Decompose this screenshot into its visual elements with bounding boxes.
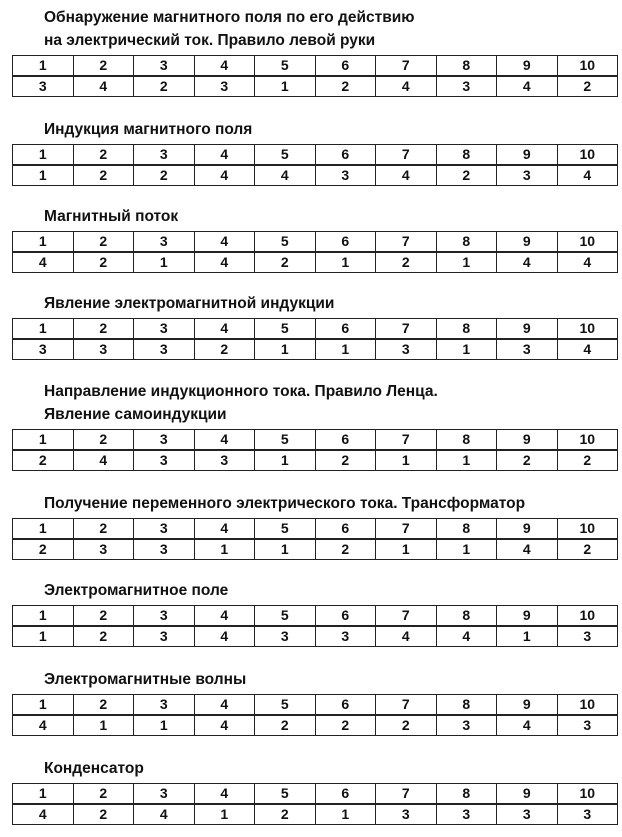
question-number: 1 (13, 232, 74, 253)
section-title: Электромагнитные волны (44, 671, 247, 688)
section-title: Явление электромагнитной индукции (44, 295, 335, 312)
question-number: 2 (73, 606, 134, 627)
question-number: 4 (194, 606, 255, 627)
question-number: 4 (194, 430, 255, 451)
answer-cell: 2 (73, 804, 134, 825)
question-number: 7 (376, 784, 437, 805)
question-number: 5 (255, 145, 316, 166)
question-number: 9 (497, 784, 558, 805)
question-number: 1 (13, 319, 74, 340)
question-number: 8 (436, 145, 497, 166)
answer-cell: 2 (13, 450, 74, 471)
answer-cell: 2 (315, 539, 376, 560)
section-title: Конденсатор (44, 760, 144, 777)
question-number: 3 (134, 606, 195, 627)
answer-cell: 1 (73, 715, 134, 736)
answer-cell: 4 (376, 165, 437, 186)
question-number: 4 (194, 319, 255, 340)
answer-cell: 2 (436, 165, 497, 186)
question-number: 2 (73, 319, 134, 340)
answer-cell: 4 (497, 539, 558, 560)
answer-row (13, 450, 618, 471)
answer-cell: 1 (194, 539, 255, 560)
answer-cell: 4 (436, 626, 497, 647)
question-number: 10 (557, 319, 618, 340)
question-number: 1 (13, 695, 74, 716)
answer-cell: 3 (194, 76, 255, 97)
answer-cell: 2 (315, 450, 376, 471)
question-number: 8 (436, 784, 497, 805)
answer-row (13, 339, 618, 360)
question-number: 6 (315, 519, 376, 540)
question-number: 10 (557, 606, 618, 627)
answer-cell: 3 (497, 804, 558, 825)
section-title: Электромагнитное поле (44, 582, 229, 599)
answer-cell: 3 (557, 804, 618, 825)
question-number: 6 (315, 695, 376, 716)
section-magnetic-flux (12, 205, 618, 273)
answer-cell: 2 (255, 252, 316, 273)
section-title: Магнитный поток (44, 208, 179, 225)
question-number: 7 (376, 319, 437, 340)
question-number: 5 (255, 784, 316, 805)
answer-cell: 1 (315, 252, 376, 273)
section-magnetic-induction (12, 118, 618, 186)
answer-cell: 4 (557, 339, 618, 360)
answer-cell: 1 (255, 76, 316, 97)
answer-cell: 4 (194, 165, 255, 186)
question-number: 1 (13, 784, 74, 805)
answer-row (13, 539, 618, 560)
question-number: 2 (73, 145, 134, 166)
answer-cell: 2 (194, 339, 255, 360)
answer-cell: 2 (134, 76, 195, 97)
question-number: 7 (376, 56, 437, 77)
section-transformer (12, 492, 618, 560)
question-number: 3 (134, 145, 195, 166)
answer-cell: 2 (134, 165, 195, 186)
question-number-row (13, 145, 618, 166)
question-number: 4 (194, 56, 255, 77)
answer-cell: 2 (73, 252, 134, 273)
question-number: 10 (557, 232, 618, 253)
answer-cell: 4 (557, 252, 618, 273)
question-number: 6 (315, 232, 376, 253)
answer-cell: 2 (557, 76, 618, 97)
answer-cell: 3 (436, 715, 497, 736)
question-number: 4 (194, 784, 255, 805)
question-number-row (13, 56, 618, 77)
question-number: 3 (134, 232, 195, 253)
answer-row (13, 804, 618, 825)
section-electromagnetic-induction (12, 292, 618, 360)
question-number: 10 (557, 519, 618, 540)
answer-cell: 1 (13, 165, 74, 186)
answer-cell: 1 (376, 539, 437, 560)
question-number: 9 (497, 519, 558, 540)
question-number-row (13, 232, 618, 253)
section-title-line-2: на электрический ток. Правило левой руки (44, 32, 376, 49)
question-number: 10 (557, 430, 618, 451)
section-title-line-2: Явление самоиндукции (44, 406, 227, 423)
answer-cell: 3 (134, 339, 195, 360)
question-number: 5 (255, 319, 316, 340)
answer-cell: 2 (255, 804, 316, 825)
question-number: 9 (497, 319, 558, 340)
question-number: 2 (73, 430, 134, 451)
answer-cell: 4 (13, 804, 74, 825)
question-number: 1 (13, 519, 74, 540)
question-number-row (13, 606, 618, 627)
answer-cell: 3 (315, 165, 376, 186)
answer-cell: 3 (376, 339, 437, 360)
section-title: Направление индукционного тока. Правило Ленца. (44, 383, 438, 400)
question-number: 5 (255, 519, 316, 540)
answer-cell: 4 (13, 715, 74, 736)
answer-cell: 1 (436, 539, 497, 560)
answer-cell: 3 (255, 626, 316, 647)
answer-cell: 4 (376, 76, 437, 97)
answer-cell: 1 (134, 252, 195, 273)
answer-row (13, 715, 618, 736)
answer-cell: 2 (376, 252, 437, 273)
section-title: Обнаружение магнитного поля по его действию (44, 9, 415, 26)
answer-cell: 1 (255, 539, 316, 560)
question-number: 6 (315, 606, 376, 627)
answer-cell: 1 (13, 626, 74, 647)
answer-cell: 1 (315, 804, 376, 825)
question-number: 5 (255, 56, 316, 77)
question-number: 2 (73, 784, 134, 805)
section-capacitor (12, 757, 618, 825)
question-number: 4 (194, 519, 255, 540)
answer-cell: 1 (436, 252, 497, 273)
answer-cell: 1 (255, 339, 316, 360)
answer-cell: 2 (315, 76, 376, 97)
answer-cell: 3 (315, 626, 376, 647)
question-number: 8 (436, 319, 497, 340)
question-number: 9 (497, 606, 558, 627)
answer-table (12, 55, 618, 97)
question-number-row (13, 319, 618, 340)
section-title: Индукция магнитного поля (44, 121, 253, 138)
question-number: 6 (315, 430, 376, 451)
section-magnetic-field-detection (12, 6, 618, 97)
question-number: 3 (134, 695, 195, 716)
question-number-row (13, 784, 618, 805)
question-number: 3 (134, 319, 195, 340)
question-number: 7 (376, 695, 437, 716)
question-number: 5 (255, 232, 316, 253)
question-number: 9 (497, 56, 558, 77)
question-number: 7 (376, 606, 437, 627)
question-number: 1 (13, 606, 74, 627)
question-number: 8 (436, 519, 497, 540)
answer-cell: 4 (134, 804, 195, 825)
answer-cell: 4 (255, 165, 316, 186)
answer-cell: 3 (557, 626, 618, 647)
answer-cell: 4 (376, 626, 437, 647)
answer-cell: 3 (497, 165, 558, 186)
question-number: 10 (557, 145, 618, 166)
answer-cell: 2 (13, 539, 74, 560)
question-number: 3 (134, 430, 195, 451)
question-number: 6 (315, 56, 376, 77)
answer-row (13, 76, 618, 97)
question-number: 10 (557, 56, 618, 77)
answer-cell: 3 (194, 450, 255, 471)
question-number: 9 (497, 430, 558, 451)
question-number: 10 (557, 695, 618, 716)
question-number: 2 (73, 232, 134, 253)
question-number: 7 (376, 145, 437, 166)
question-number-row (13, 519, 618, 540)
question-number: 8 (436, 606, 497, 627)
question-number: 7 (376, 519, 437, 540)
question-number: 5 (255, 606, 316, 627)
question-number: 9 (497, 695, 558, 716)
question-number: 1 (13, 56, 74, 77)
answer-cell: 2 (497, 450, 558, 471)
answer-cell: 2 (315, 715, 376, 736)
answer-table (12, 429, 618, 471)
answer-cell: 2 (376, 715, 437, 736)
answer-table (12, 605, 618, 647)
question-number: 6 (315, 145, 376, 166)
answer-cell: 2 (557, 539, 618, 560)
answer-cell: 4 (194, 252, 255, 273)
answer-cell: 3 (436, 804, 497, 825)
answer-cell: 4 (73, 76, 134, 97)
answer-cell: 3 (13, 76, 74, 97)
question-number: 8 (436, 56, 497, 77)
answer-cell: 3 (134, 626, 195, 647)
question-number: 8 (436, 232, 497, 253)
question-number: 8 (436, 695, 497, 716)
question-number: 3 (134, 784, 195, 805)
answer-row (13, 252, 618, 273)
question-number: 1 (13, 430, 74, 451)
question-number: 6 (315, 319, 376, 340)
section-electromagnetic-waves (12, 668, 618, 736)
question-number: 2 (73, 56, 134, 77)
answer-row (13, 165, 618, 186)
question-number: 4 (194, 695, 255, 716)
answer-table (12, 231, 618, 273)
answer-cell: 1 (376, 450, 437, 471)
answer-cell: 1 (134, 715, 195, 736)
answer-cell: 1 (436, 450, 497, 471)
answer-cell: 3 (557, 715, 618, 736)
question-number-row (13, 430, 618, 451)
answer-cell: 4 (194, 626, 255, 647)
question-number: 3 (134, 56, 195, 77)
answer-row (13, 626, 618, 647)
question-number-row (13, 695, 618, 716)
answer-cell: 4 (497, 76, 558, 97)
question-number: 2 (73, 519, 134, 540)
question-number: 2 (73, 695, 134, 716)
answer-cell: 1 (436, 339, 497, 360)
answer-table (12, 518, 618, 560)
question-number: 3 (134, 519, 195, 540)
answer-cell: 4 (73, 450, 134, 471)
answer-cell: 3 (376, 804, 437, 825)
answer-cell: 1 (194, 804, 255, 825)
answer-cell: 3 (436, 76, 497, 97)
question-number: 1 (13, 145, 74, 166)
question-number: 7 (376, 430, 437, 451)
question-number: 4 (194, 145, 255, 166)
answer-cell: 4 (557, 165, 618, 186)
answer-cell: 1 (497, 626, 558, 647)
answer-cell: 3 (13, 339, 74, 360)
answer-cell: 3 (497, 339, 558, 360)
question-number: 9 (497, 145, 558, 166)
answer-cell: 2 (73, 165, 134, 186)
answer-cell: 4 (497, 252, 558, 273)
question-number: 8 (436, 430, 497, 451)
question-number: 5 (255, 430, 316, 451)
question-number: 9 (497, 232, 558, 253)
answer-cell: 3 (134, 450, 195, 471)
answer-cell: 2 (557, 450, 618, 471)
answer-table (12, 694, 618, 736)
answer-cell: 4 (13, 252, 74, 273)
answer-cell: 3 (134, 539, 195, 560)
answer-cell: 1 (255, 450, 316, 471)
answer-cell: 2 (255, 715, 316, 736)
answer-table (12, 144, 618, 186)
question-number: 5 (255, 695, 316, 716)
answer-cell: 2 (73, 626, 134, 647)
question-number: 4 (194, 232, 255, 253)
answer-cell: 3 (73, 539, 134, 560)
answer-cell: 4 (497, 715, 558, 736)
section-title: Получение переменного электрического тока. Трансформатор (44, 495, 526, 512)
answer-table (12, 318, 618, 360)
question-number: 10 (557, 784, 618, 805)
answer-table (12, 783, 618, 825)
section-electromagnetic-field (12, 579, 618, 647)
answer-cell: 3 (73, 339, 134, 360)
answer-cell: 1 (315, 339, 376, 360)
answer-cell: 4 (194, 715, 255, 736)
section-lenz-rule (12, 380, 618, 471)
question-number: 7 (376, 232, 437, 253)
question-number: 6 (315, 784, 376, 805)
